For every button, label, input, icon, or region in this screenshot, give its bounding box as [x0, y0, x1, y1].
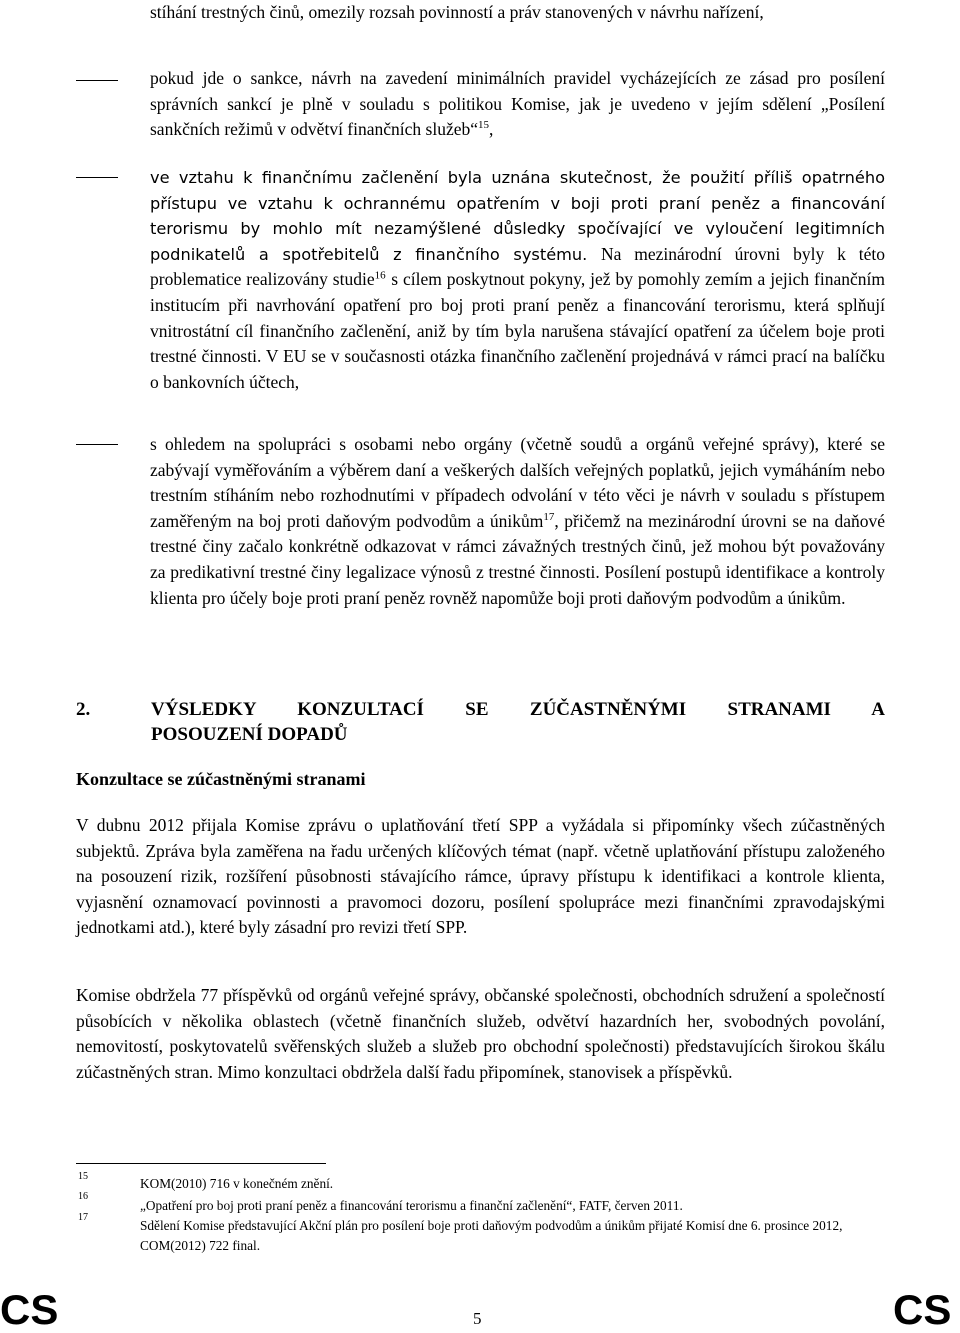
footnote-text: Sdělení Komise představující Akční plán pro posílení boje proti daňovým podvodům a únikům přijaté Komisí dne 6. prosince 2012, COM(2012) 722 final.	[140, 1218, 843, 1253]
footnote-number: 15	[78, 1171, 88, 1182]
paragraph: Komise obdržela 77 příspěvků od orgánů veřejné správy, občanské společnosti, obchodních sdružení a společností působících v několika oblastech (včetně finančních služeb, odvětví hazardních her, svobodných povolání, nemovitostí, poskytovatelů svěřenských služeb a služeb pro obchodní společnosti) představujících širokou škálu zúčastněných stran. Mimo konzultaci obdržela další řadu připomínek, stanovisek a příspěvků.	[76, 985, 885, 1082]
list-dash	[76, 444, 118, 445]
list-item-text: ve vztahu k finančnímu začlenění byla uznána skutečnost, že použití příliš opatrného přístupu ve vztahu k ochrannému opatřením v boji proti praní peněz a financování terorismu by mohlo mít nezamýšlené důsledky spočívající ve vyloučení legitimních podnikatelů a spotřebitelů z finančního systému.	[150, 168, 885, 264]
list-item-text: stíhání trestných činů, omezily rozsah povinností a práv stanovených v návrhu nařízení,	[150, 2, 764, 22]
footer-language-code-right: CS	[893, 1286, 952, 1333]
footnote-rule	[76, 1163, 326, 1164]
section-number: 2.	[76, 699, 91, 720]
section-title	[151, 697, 885, 747]
footnote-number: 17	[78, 1212, 88, 1223]
list-item	[150, 432, 885, 611]
subheading: Konzultace se zúčastněnými stranami	[76, 769, 366, 789]
footnote-text: „Opatření pro boj proti praní peněz a financování terorismu a finanční začlenění“, FATF, červen 2011.	[140, 1198, 683, 1213]
list-dash	[76, 177, 118, 178]
paragraph: V dubnu 2012 přijala Komise zprávu o uplatňování třetí SPP a vyžádala si připomínky všech zúčastněných subjektů. Zpráva byla zaměřena na řadu určených klíčových témat (např. včetně uplatňování přístupu založeného na posouzení rizik, rozšíření působnosti stávajícího rámce, úpravy přístupu k identifikaci a kontrole klienta, vyjasnění oznamovací povinnosti a pravomoci dozoru, posílení spolupráce mezi finančními zpravodajskými jednotkami atd.), které byly zásadní pro revizi třetí SPP.	[76, 815, 885, 938]
page-number: 5	[473, 1309, 482, 1328]
footnote-ref[interactable]: 15	[478, 119, 490, 132]
list-dash	[76, 80, 118, 81]
footnote-text: KOM(2010) 716 v konečném znění.	[140, 1176, 334, 1191]
list-item-text: pokud jde o sankce, návrh na zavedení minimálních pravidel vycházejících ze zásad pro posílení správních sankcí je plně v souladu s politikou Komise, jak je uvedeno v jejím sdělení „Posílení sankčních režimů v odvětví finančních služeb“	[150, 68, 885, 140]
footnote-ref[interactable]: 17	[543, 510, 555, 523]
list-item-text: ,	[489, 119, 494, 140]
list-item-text: s ohledem na spolupráci s osobami nebo orgány (včetně soudů a orgánů veřejné správy), které se zabývají vyměřováním a výběrem daní a veškerých dalších veřejných poplatků, jejich vymáháním nebo trestním stíháním nebo rozhodnutími v případech odvolání v této věci je návrh v souladu s přístupem zaměřeným na boj proti daňovým podvodům a únikům	[150, 434, 885, 531]
list-item-text: , přičemž na mezinárodní úrovni se na daňové trestné činy začalo konkrétně odkazovat v rámci závažných trestných činů, jež mohou být považovány za predikativní trestné činy legalizace výnosů z trestné činnosti. Posílení postupů identifikace a kontroly klienta pro účely boje proti praní peněz rovněž napomůže boji proti daňovým podvodům a únikům.	[150, 510, 885, 608]
list-item-continued	[150, 0, 885, 26]
section-title-line: VÝSLEDKY KONZULTACÍ SE ZÚČASTNĚNÝMI STRANAMI A	[151, 699, 885, 720]
list-item	[150, 66, 885, 143]
list-item	[150, 165, 885, 395]
footnote-ref[interactable]: 16	[374, 269, 386, 282]
footnote-number: 16	[78, 1191, 88, 1202]
list-item-text: s cílem poskytnout pokyny, jež by pomohly zemím a jejich finančním institucím při navrhování opatření pro boj proti praní peněz a financování terorismu, která splňují vnitrostátní cíl finančního začlenění, aniž by tím byla narušena stávající opatření za účelem boje proti trestné činnosti. V EU se v současnosti otázka finančního začlenění projednává v rámci prací na balíčku o bankovních účtech,	[150, 269, 885, 392]
list-item-text: Na mezinárodní úrovni byly k této problematice realizovány studie	[150, 243, 885, 290]
section-title-line: POSOUZENÍ DOPADŮ	[151, 724, 348, 745]
footer-language-code-left: CS	[0, 1286, 59, 1333]
